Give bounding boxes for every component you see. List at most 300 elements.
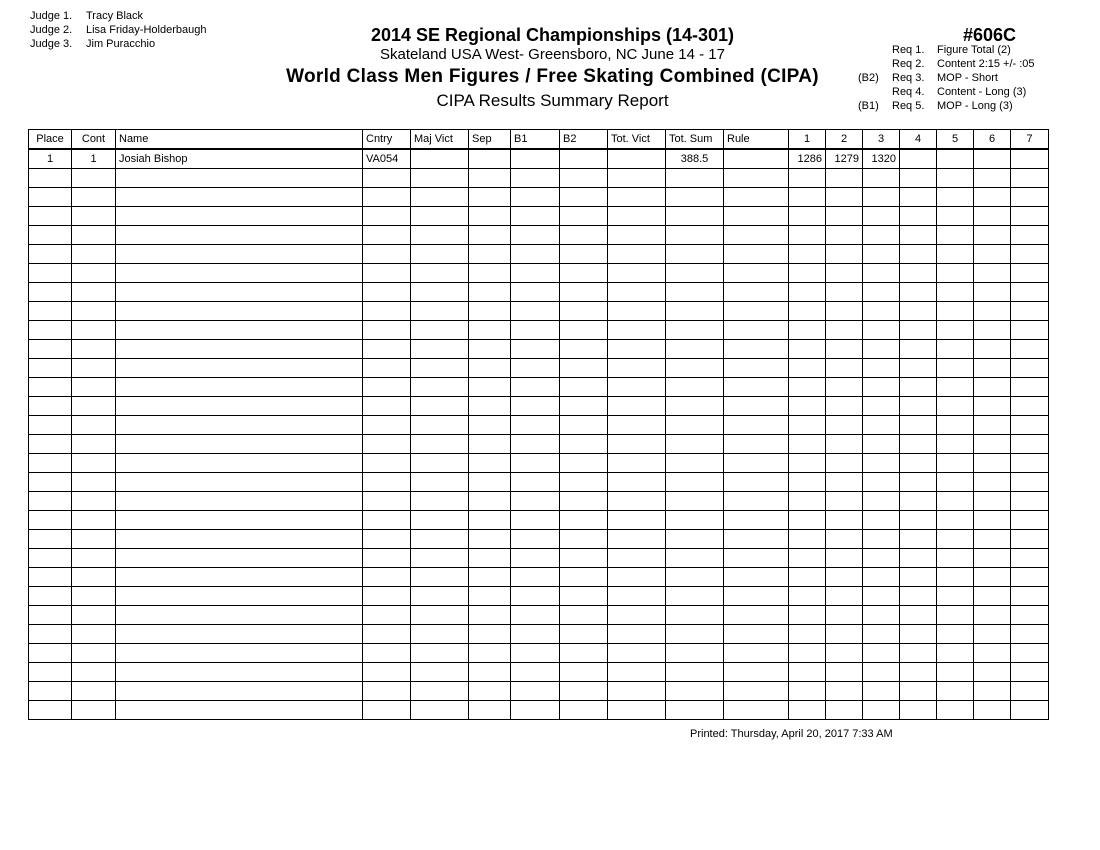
table-cell (116, 682, 363, 701)
table-cell (363, 625, 411, 644)
table-cell (666, 416, 724, 435)
table-cell (900, 454, 937, 473)
table-cell (511, 226, 560, 245)
table-cell (469, 682, 511, 701)
table-cell (1011, 682, 1049, 701)
table-cell (863, 435, 900, 454)
judge-entry (30, 23, 206, 37)
table-cell (937, 283, 974, 302)
table-cell (116, 188, 363, 207)
table-cell (724, 549, 789, 568)
table-cell (900, 226, 937, 245)
requirement-tag (858, 57, 892, 71)
table-cell (363, 568, 411, 587)
table-cell (863, 416, 900, 435)
table-cell (863, 226, 900, 245)
table-cell (826, 302, 863, 321)
table-cell (900, 587, 937, 606)
table-row (29, 207, 1049, 226)
table-cell (608, 149, 666, 169)
table-cell (937, 264, 974, 283)
table-cell (511, 340, 560, 359)
column-header: 6 (974, 130, 1011, 150)
requirement-label: Req 5. (892, 100, 925, 112)
table-cell (937, 340, 974, 359)
table-cell (363, 169, 411, 188)
column-header: 4 (900, 130, 937, 150)
table-cell (29, 492, 72, 511)
table-cell (363, 188, 411, 207)
table-cell (116, 207, 363, 226)
table-cell (560, 530, 608, 549)
table-cell (363, 416, 411, 435)
table-cell (116, 663, 363, 682)
table-cell (411, 663, 469, 682)
table-cell (1011, 625, 1049, 644)
table-cell (900, 644, 937, 663)
table-cell (608, 378, 666, 397)
table-cell (1011, 549, 1049, 568)
table-cell (666, 625, 724, 644)
table-cell (789, 302, 826, 321)
table-cell (900, 283, 937, 302)
table-cell (666, 473, 724, 492)
table-row (29, 245, 1049, 264)
table-cell (363, 340, 411, 359)
table-cell (937, 321, 974, 340)
table-cell (29, 663, 72, 682)
table-cell (724, 359, 789, 378)
table-cell (937, 302, 974, 321)
table-cell (116, 169, 363, 188)
table-cell (937, 549, 974, 568)
table-cell: 1 (72, 149, 116, 169)
table-cell (789, 568, 826, 587)
table-cell (511, 378, 560, 397)
table-cell (560, 568, 608, 587)
table-cell (937, 473, 974, 492)
table-cell (411, 682, 469, 701)
table-cell (937, 378, 974, 397)
table-cell (789, 264, 826, 283)
table-cell: VA054 (363, 149, 411, 169)
table-cell (789, 625, 826, 644)
table-cell (974, 549, 1011, 568)
table-cell (560, 416, 608, 435)
championship-title: 2014 SE Regional Championships (14-301) (370, 25, 735, 45)
table-cell (29, 606, 72, 625)
table-cell (116, 454, 363, 473)
table-row (29, 226, 1049, 245)
table-cell (826, 283, 863, 302)
table-cell (863, 492, 900, 511)
table-row (29, 606, 1049, 625)
table-cell: 1 (29, 149, 72, 169)
table-cell (116, 587, 363, 606)
table-cell (72, 302, 116, 321)
table-cell (511, 435, 560, 454)
column-header: Place (29, 130, 72, 150)
table-cell (974, 416, 1011, 435)
table-cell (116, 340, 363, 359)
table-cell (724, 378, 789, 397)
table-cell (363, 682, 411, 701)
table-cell (900, 701, 937, 720)
table-cell (29, 378, 72, 397)
table-cell (974, 606, 1011, 625)
table-cell (29, 568, 72, 587)
table-cell (560, 321, 608, 340)
table-cell (789, 511, 826, 530)
table-cell (937, 149, 974, 169)
venue-location: Skateland USA West- Greensboro, NC June 14 - 17 (380, 46, 725, 63)
table-cell (863, 302, 900, 321)
table-cell (974, 149, 1011, 169)
table-cell (724, 473, 789, 492)
table-cell (974, 283, 1011, 302)
table-cell (789, 530, 826, 549)
table-cell (974, 663, 1011, 682)
report-title: CIPA Results Summary Report (436, 91, 669, 110)
table-cell (608, 188, 666, 207)
table-cell (411, 587, 469, 606)
table-cell (724, 169, 789, 188)
table-cell (469, 149, 511, 169)
table-cell (789, 435, 826, 454)
table-cell (469, 511, 511, 530)
table-cell (789, 340, 826, 359)
table-cell (29, 359, 72, 378)
table-cell (116, 549, 363, 568)
table-cell (1011, 435, 1049, 454)
table-cell (560, 340, 608, 359)
table-cell (900, 625, 937, 644)
column-header: 5 (937, 130, 974, 150)
table-cell (666, 245, 724, 264)
table-cell (411, 473, 469, 492)
table-cell (1011, 473, 1049, 492)
table-cell (900, 188, 937, 207)
table-cell (1011, 606, 1049, 625)
table-cell (511, 606, 560, 625)
table-cell (511, 625, 560, 644)
table-cell (863, 264, 900, 283)
table-cell (724, 625, 789, 644)
table-cell (511, 454, 560, 473)
table-cell (789, 454, 826, 473)
table-cell (900, 359, 937, 378)
table-cell (363, 492, 411, 511)
table-cell (560, 264, 608, 283)
table-cell (937, 682, 974, 701)
table-cell (72, 644, 116, 663)
table-cell (1011, 149, 1049, 169)
table-row (29, 302, 1049, 321)
table-cell (411, 378, 469, 397)
table-cell (560, 283, 608, 302)
table-cell (411, 397, 469, 416)
table-cell (411, 149, 469, 169)
table-cell (29, 625, 72, 644)
table-cell (1011, 245, 1049, 264)
table-cell (974, 226, 1011, 245)
table-cell (1011, 701, 1049, 720)
table-cell (863, 340, 900, 359)
table-cell (116, 283, 363, 302)
table-cell (863, 283, 900, 302)
table-cell (789, 606, 826, 625)
table-cell (937, 416, 974, 435)
table-cell (29, 321, 72, 340)
table-cell (900, 340, 937, 359)
table-cell (469, 625, 511, 644)
table-cell (937, 606, 974, 625)
table-cell (560, 511, 608, 530)
table-cell (666, 302, 724, 321)
table-cell (826, 359, 863, 378)
table-cell (826, 701, 863, 720)
table-cell (1011, 416, 1049, 435)
table-cell (789, 397, 826, 416)
table-cell (937, 454, 974, 473)
table-cell (1011, 264, 1049, 283)
table-cell (724, 302, 789, 321)
table-cell (511, 663, 560, 682)
table-cell (724, 587, 789, 606)
table-cell (363, 226, 411, 245)
table-cell (411, 245, 469, 264)
requirement-text: Content - Long (3) (937, 86, 1027, 98)
table-cell (937, 530, 974, 549)
table-cell (511, 511, 560, 530)
table-cell (826, 625, 863, 644)
table-cell (469, 701, 511, 720)
table-cell (937, 435, 974, 454)
table-cell (560, 207, 608, 226)
requirement-label: Req 2. (892, 58, 925, 70)
table-row (29, 454, 1049, 473)
requirement-entry (858, 71, 1035, 85)
table-cell (937, 188, 974, 207)
table-cell (72, 606, 116, 625)
column-header: Maj Vict (411, 130, 469, 150)
table-cell (469, 568, 511, 587)
table-cell (789, 473, 826, 492)
table-cell (411, 606, 469, 625)
table-cell (666, 587, 724, 606)
table-cell (72, 549, 116, 568)
table-cell (608, 359, 666, 378)
table-cell (724, 149, 789, 169)
table-cell (826, 511, 863, 530)
table-cell (363, 245, 411, 264)
column-header: Sep (469, 130, 511, 150)
table-cell (666, 606, 724, 625)
judge-name: Tracy Black (86, 10, 144, 22)
table-cell (72, 397, 116, 416)
table-row (29, 435, 1049, 454)
table-cell (666, 397, 724, 416)
table-cell (363, 264, 411, 283)
table-cell (608, 226, 666, 245)
table-cell (789, 701, 826, 720)
column-header: 3 (863, 130, 900, 150)
table-cell (608, 511, 666, 530)
table-cell (560, 245, 608, 264)
table-cell (1011, 511, 1049, 530)
table-row (29, 625, 1049, 644)
table-cell (363, 587, 411, 606)
table-cell (469, 663, 511, 682)
table-cell (411, 283, 469, 302)
table-cell (72, 701, 116, 720)
table-cell (863, 473, 900, 492)
table-cell (666, 530, 724, 549)
table-cell (1011, 663, 1049, 682)
table-cell (666, 340, 724, 359)
table-cell (511, 682, 560, 701)
table-cell (363, 663, 411, 682)
table-cell (666, 188, 724, 207)
table-cell (560, 378, 608, 397)
table-cell (363, 378, 411, 397)
table-cell (116, 492, 363, 511)
table-cell (608, 454, 666, 473)
table-cell (789, 321, 826, 340)
table-cell (724, 663, 789, 682)
table-cell (666, 283, 724, 302)
table-cell (29, 397, 72, 416)
table-cell (789, 169, 826, 188)
table-cell (511, 188, 560, 207)
table-cell (469, 340, 511, 359)
table-cell (116, 701, 363, 720)
table-row (29, 397, 1049, 416)
table-header-row (29, 130, 1049, 150)
table-cell (116, 226, 363, 245)
judge-entry (30, 37, 206, 51)
table-cell (469, 359, 511, 378)
table-cell (789, 188, 826, 207)
table-row (29, 492, 1049, 511)
table-cell (1011, 340, 1049, 359)
table-cell (72, 245, 116, 264)
table-cell (863, 207, 900, 226)
table-cell (363, 549, 411, 568)
table-cell (937, 511, 974, 530)
table-cell (937, 492, 974, 511)
requirement-tag (858, 85, 892, 99)
table-cell (72, 169, 116, 188)
table-cell (116, 644, 363, 663)
table-row (29, 549, 1049, 568)
table-cell (666, 454, 724, 473)
printed-timestamp: Printed: Thursday, April 20, 2017 7:33 AM (690, 728, 893, 740)
table-cell (560, 149, 608, 169)
table-cell: 1320 (863, 149, 900, 169)
table-cell (863, 188, 900, 207)
table-cell (29, 340, 72, 359)
table-cell (666, 644, 724, 663)
table-cell (363, 473, 411, 492)
table-cell (469, 169, 511, 188)
table-cell (666, 568, 724, 587)
table-cell (29, 226, 72, 245)
table-cell (826, 492, 863, 511)
table-cell (724, 340, 789, 359)
table-cell (29, 302, 72, 321)
table-cell (469, 378, 511, 397)
table-cell (974, 397, 1011, 416)
table-cell (560, 302, 608, 321)
table-cell (469, 473, 511, 492)
table-cell (29, 454, 72, 473)
table-cell (826, 188, 863, 207)
table-cell (789, 644, 826, 663)
table-cell (789, 283, 826, 302)
table-cell (511, 302, 560, 321)
table-cell (608, 245, 666, 264)
table-cell (666, 264, 724, 283)
table-cell (1011, 587, 1049, 606)
table-cell (511, 264, 560, 283)
table-cell (469, 264, 511, 283)
table-row (29, 568, 1049, 587)
table-cell (900, 568, 937, 587)
table-cell (608, 682, 666, 701)
table-cell (974, 644, 1011, 663)
table-cell (72, 473, 116, 492)
table-row (29, 264, 1049, 283)
table-cell (826, 606, 863, 625)
table-cell (974, 302, 1011, 321)
table-cell (469, 321, 511, 340)
table-cell (863, 644, 900, 663)
table-cell (72, 359, 116, 378)
requirement-entry (858, 43, 1035, 57)
table-cell (937, 397, 974, 416)
table-cell (937, 701, 974, 720)
judge-label: Judge 2. (30, 24, 73, 36)
requirement-label: Req 1. (892, 44, 925, 56)
table-cell (363, 530, 411, 549)
table-cell (29, 169, 72, 188)
table-cell (666, 663, 724, 682)
table-cell (666, 701, 724, 720)
table-cell (900, 264, 937, 283)
table-cell (608, 321, 666, 340)
table-cell (863, 701, 900, 720)
table-cell (411, 549, 469, 568)
table-cell (826, 245, 863, 264)
table-cell (937, 169, 974, 188)
table-cell (72, 207, 116, 226)
table-cell (608, 663, 666, 682)
table-cell (1011, 644, 1049, 663)
table-cell (863, 568, 900, 587)
table-row (29, 169, 1049, 188)
table-cell (863, 169, 900, 188)
table-cell (724, 606, 789, 625)
table-cell (863, 359, 900, 378)
table-cell (560, 644, 608, 663)
table-cell (666, 321, 724, 340)
table-cell (937, 587, 974, 606)
table-cell (363, 359, 411, 378)
table-cell (608, 207, 666, 226)
table-cell (560, 397, 608, 416)
requirement-text: MOP - Short (937, 72, 998, 84)
